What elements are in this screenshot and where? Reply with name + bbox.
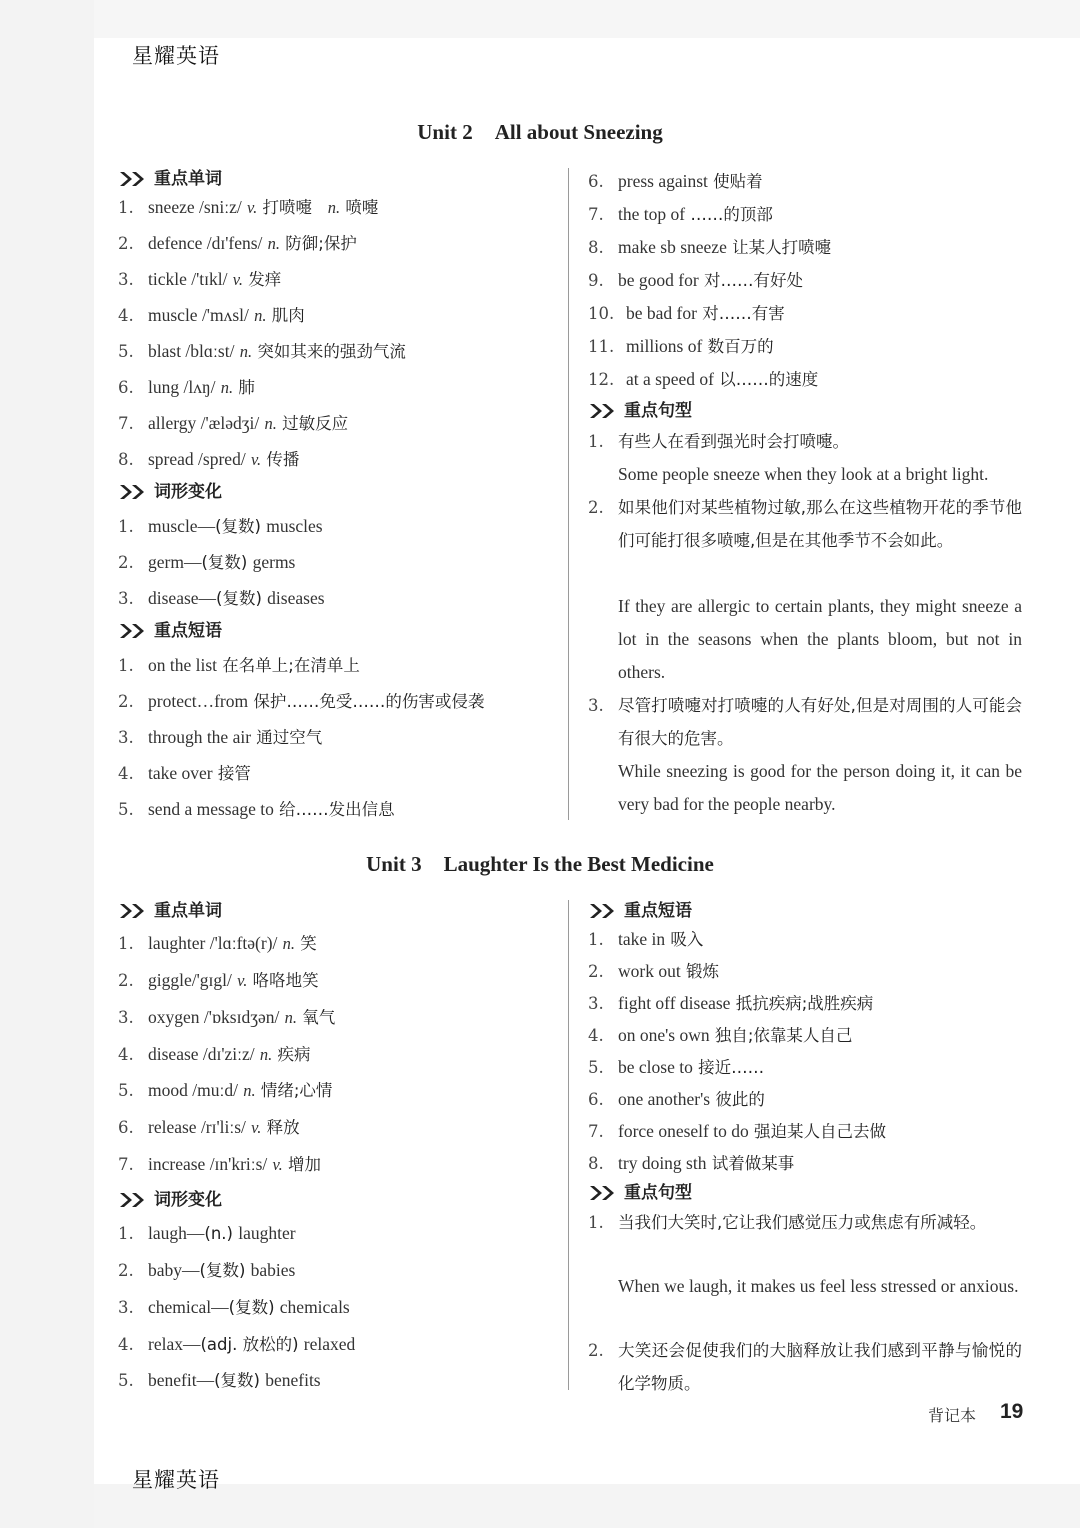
unit2-words-heading: 重点单词: [118, 168, 222, 190]
form-item: 2. germ—(复数) germs: [118, 552, 296, 572]
sentence-en: If they are allergic to certain plants, they might sneeze a lot in the seasons when the plants bloom, but not in others.: [618, 596, 1022, 682]
unit3-forms-heading: 词形变化: [118, 1189, 222, 1211]
unit3-number: Unit 3: [366, 852, 422, 876]
sentence-zh: 尽管打喷嚏对打喷嚏的人有好处,但是对周围的人可能会有很大的危害。: [618, 696, 1022, 748]
double-chevron-icon: [588, 902, 618, 920]
sentence-number: 3.: [588, 696, 604, 715]
phrase-item: 7. the top of ……的顶部: [588, 204, 773, 224]
word-item: 6. lung /lʌŋ/ n. 肺: [118, 377, 255, 397]
form-item: 4. relax—(adj. 放松的) relaxed: [118, 1334, 356, 1354]
phrase-item: 2. work out 锻炼: [588, 961, 719, 981]
form-item: 3. chemical—(复数) chemicals: [118, 1297, 350, 1317]
unit2-sentences-heading: 重点句型: [588, 400, 692, 422]
phrase-item: 6. press against 使贴着: [588, 171, 763, 191]
word-item: 8. spread /spred/ v. 传播: [118, 449, 300, 469]
unit3-sentences-heading: 重点句型: [588, 1182, 692, 1204]
double-chevron-icon: [118, 1191, 148, 1209]
sentence-zh: 当我们大笑时,它让我们感觉压力或焦虑有所减轻。: [618, 1213, 987, 1232]
unit2-right-column: [588, 168, 1023, 828]
form-item: 2. baby—(复数) babies: [118, 1260, 296, 1280]
sentence-number: 1.: [588, 432, 604, 451]
form-item: 1. muscle—(复数) muscles: [118, 516, 323, 536]
phrase-item: 4. on one's own 独自;依靠某人自己: [588, 1025, 853, 1045]
unit3-words-heading: 重点单词: [118, 900, 222, 922]
sentence-number: 1.: [588, 1213, 604, 1232]
unit2-left-column: [118, 168, 548, 828]
word-item: 2. giggle/'gɪgl/ v. 咯咯地笑: [118, 970, 319, 990]
sentence-en: When we laugh, it makes us feel less stressed or anxious.: [618, 1276, 1019, 1296]
phrase-item: 8. make sb sneeze 让某人打喷嚏: [588, 237, 832, 257]
sentence-zh: 大笑还会促使我们的大脑释放让我们感到平静与愉悦的化学物质。: [618, 1341, 1022, 1393]
word-item: 2. defence /dɪ'fens/ n. 防御;保护: [118, 233, 357, 253]
phrase-item: 1. take in 吸入: [588, 929, 704, 949]
phrase-item: 4. take over 接管: [118, 763, 251, 783]
unit2-name: All about Sneezing: [494, 120, 663, 144]
phrase-item: 7. force oneself to do 强迫某人自己去做: [588, 1121, 886, 1141]
word-item: 6. release /rɪ'liːs/ v. 释放: [118, 1117, 300, 1137]
unit3-title: [0, 852, 1080, 877]
top-band: [94, 0, 1080, 38]
double-chevron-icon: [118, 483, 148, 501]
unit2-number: Unit 2: [417, 120, 473, 144]
phrase-item: 1. on the list 在名单上;在清单上: [118, 655, 360, 675]
phrase-item: 5. send a message to 给……发出信息: [118, 799, 395, 819]
unit2-forms-heading: 词形变化: [118, 481, 222, 503]
sentence-zh: 如果他们对某些植物过敏,那么在这些植物开花的季节他们可能打很多喷嚏,但是在其他季节不会如此。: [618, 498, 1022, 550]
word-item: 5. blast /blɑːst/ n. 突如其来的强劲气流: [118, 341, 406, 361]
word-item: 3. oxygen /'ɒksɪdʒən/ n. 氧气: [118, 1007, 336, 1027]
word-item: 4. disease /dɪ'ziːz/ n. 疾病: [118, 1044, 311, 1064]
phrase-item: 11. millions of 数百万的: [588, 336, 774, 356]
unit2-title: [0, 120, 1080, 145]
page-number: 19: [1000, 1400, 1024, 1423]
sentence-en: While sneezing is good for the person doing it, it can be very bad for the people nearby.: [618, 761, 1022, 814]
phrase-item: 3. fight off disease 抵抗疾病;战胜疾病: [588, 993, 874, 1013]
phrase-item: 8. try doing sth 试着做某事: [588, 1153, 795, 1173]
footer-label: 背记本: [928, 1406, 977, 1425]
double-chevron-icon: [588, 1184, 618, 1202]
bottom-band: [94, 1484, 1080, 1528]
sentence-zh: 有些人在看到强光时会打喷嚏。: [618, 432, 849, 451]
double-chevron-icon: [588, 402, 618, 420]
word-item: 5. mood /muːd/ n. 情绪;心情: [118, 1080, 333, 1100]
unit2-divider: [568, 168, 569, 820]
word-item: 1. laughter /'lɑːftə(r)/ n. 笑: [118, 933, 317, 953]
word-item: 4. muscle /'mʌsl/ n. 肌肉: [118, 305, 305, 325]
double-chevron-icon: [118, 622, 148, 640]
phrase-item: 9. be good for 对……有好处: [588, 270, 803, 290]
phrase-item: 2. protect…from 保护……免受……的伤害或侵袭: [118, 691, 485, 711]
word-item: 7. increase /ɪn'kriːs/ v. 增加: [118, 1154, 322, 1174]
form-item: 3. disease—(复数) diseases: [118, 588, 325, 608]
sentence-number: 2.: [588, 1341, 604, 1360]
sentence-en: Some people sneeze when they look at a bright light.: [618, 464, 989, 484]
form-item: 5. benefit—(复数) benefits: [118, 1370, 321, 1390]
word-item: 7. allergy /'ælədʒi/ n. 过敏反应: [118, 413, 349, 433]
brand-top: 星耀英语: [132, 44, 220, 68]
double-chevron-icon: [118, 902, 148, 920]
unit3-left-column: [118, 900, 548, 1400]
form-item: 1. laugh—(n.) laughter: [118, 1223, 296, 1243]
sentence-number: 2.: [588, 498, 604, 517]
brand-bottom: 星耀英语: [132, 1468, 220, 1492]
phrase-item: 10. be bad for 对……有害: [588, 303, 785, 323]
phrase-item: 6. one another's 彼此的: [588, 1089, 765, 1109]
unit3-right-column: [588, 900, 1023, 1400]
double-chevron-icon: [118, 170, 148, 188]
word-item: 3. tickle /'tɪkl/ v. 发痒: [118, 269, 282, 289]
unit2-phrases-heading: 重点短语: [118, 620, 222, 642]
unit3-name: Laughter Is the Best Medicine: [443, 852, 714, 876]
unit3-phrases-heading: 重点短语: [588, 900, 692, 922]
unit3-divider: [568, 900, 569, 1390]
phrase-item: 12. at a speed of 以……的速度: [588, 369, 819, 389]
phrase-item: 3. through the air 通过空气: [118, 727, 323, 747]
word-item: 1. sneeze /sniːz/ v. 打喷嚏 n. 喷嚏: [118, 197, 379, 217]
phrase-item: 5. be close to 接近……: [588, 1057, 765, 1077]
